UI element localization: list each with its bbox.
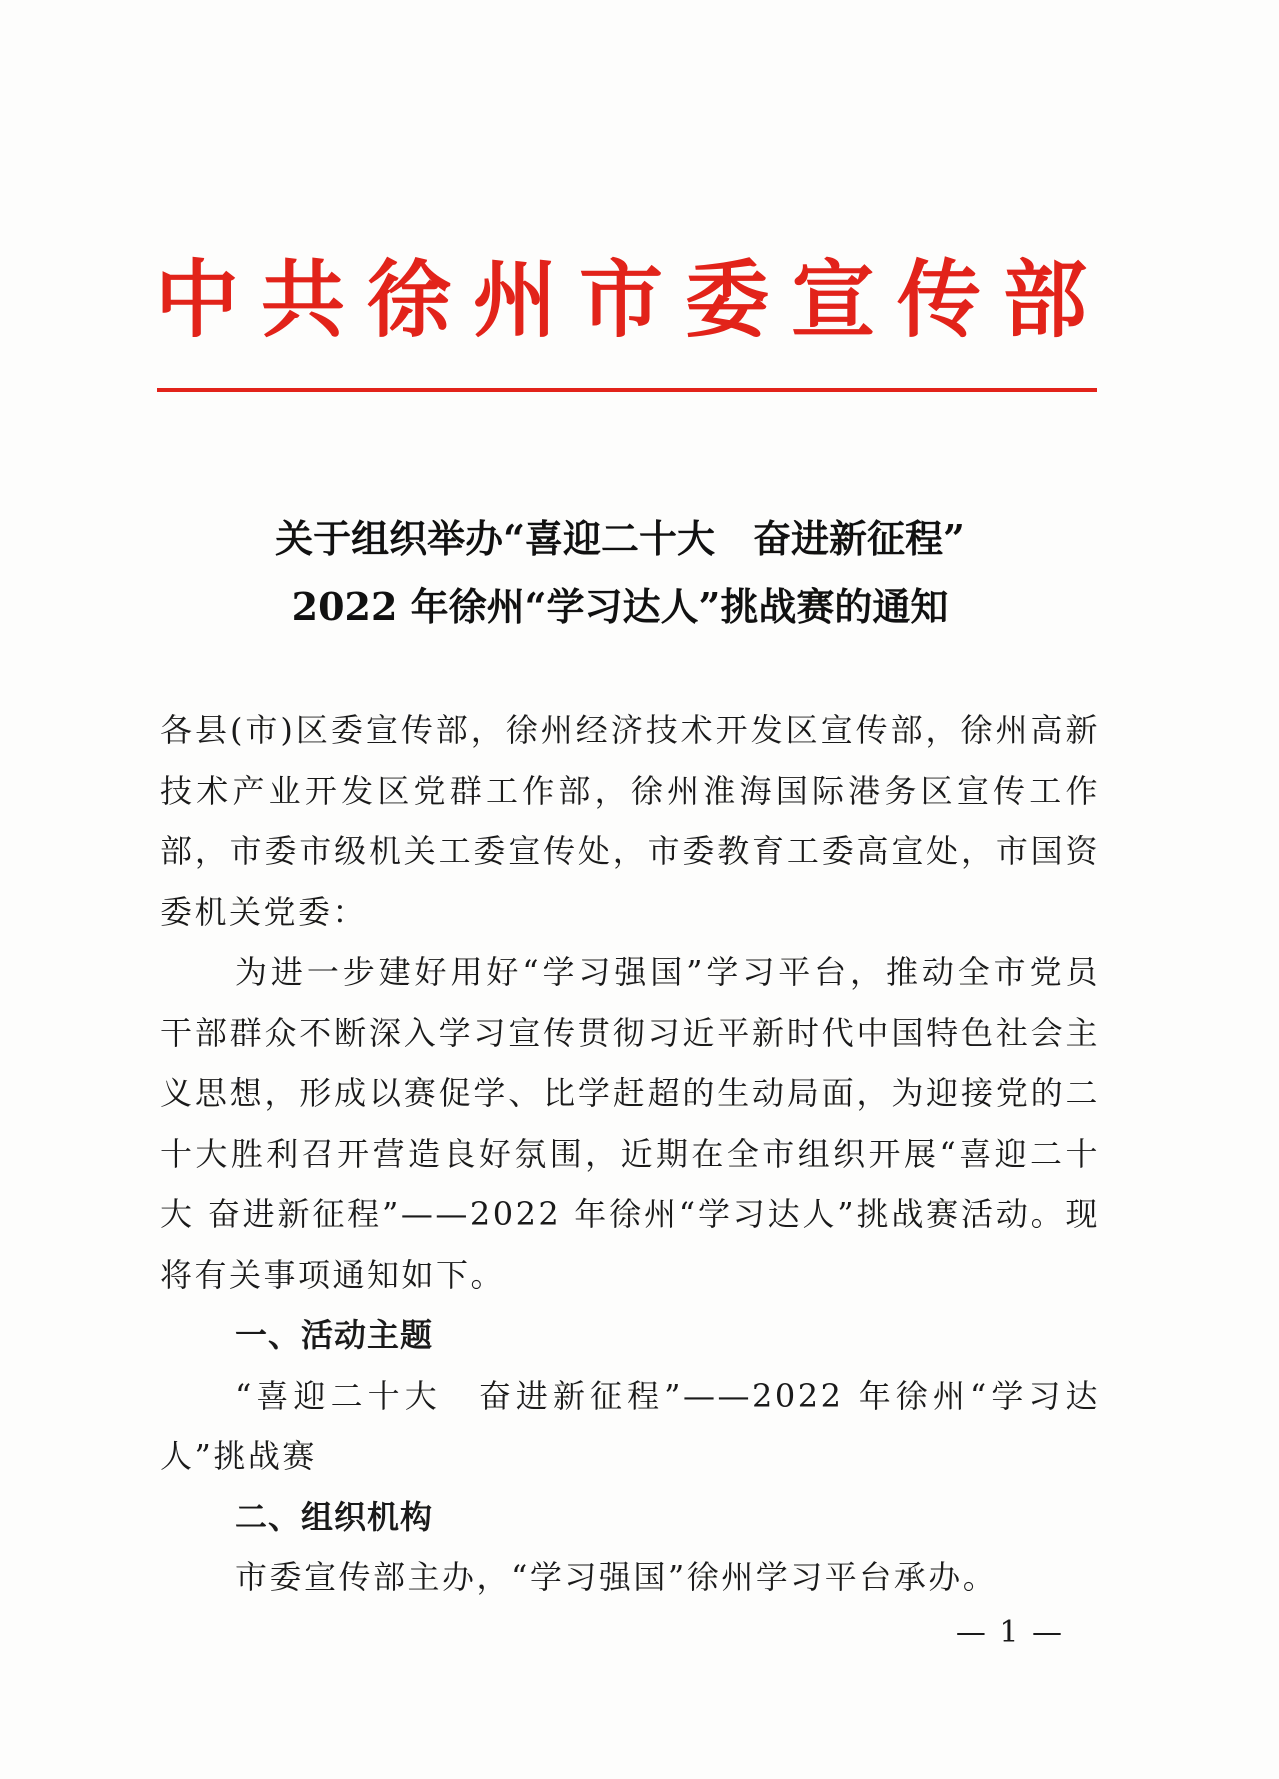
letterhead-red-rule xyxy=(157,388,1097,392)
document-body xyxy=(160,700,1100,1608)
section-heading-organization: 二、组织机构 xyxy=(235,1497,434,1536)
document-title xyxy=(140,505,1100,641)
intro-paragraph: 为进一步建好用好“学习强国”学习平台，推动全市党员干部群众不断深入学习宣传贯彻习近平新时代中国特色社会主义思想，形成以赛促学、比学赶超的生动局面，为迎接党的二十大胜利召开营造良好氛围，近期在全市组织开展“喜迎二十大 奋进新征程”——2022 年徐州“学习达人”挑战赛活动。现将有关事项通知如下。 xyxy=(160,953,1100,1294)
page-number: — 1 — xyxy=(955,1615,1064,1650)
section-heading-theme: 一、活动主题 xyxy=(235,1316,434,1354)
letterhead-organization: 中共徐州市委宣传部 xyxy=(155,250,1110,349)
section-text-organization: 市委宣传部主办，“学习强国”徐州学习平台承办。 xyxy=(235,1558,998,1596)
title-line-2: 2022 年徐州“学习达人”挑战赛的通知 xyxy=(291,584,949,629)
section-text-theme: “喜迎二十大 奋进新征程”——2022 年徐州“学习达人”挑战赛 xyxy=(160,1376,1100,1475)
addressee-paragraph: 各县(市)区委宣传部，徐州经济技术开发区宣传部，徐州高新技术产业开发区党群工作部，徐州淮海国际港务区宣传工作部，市委市级机关工委宣传处，市委教育工委高宣处，市国资委机关党委： xyxy=(160,711,1100,931)
title-line-1: 关于组织举办“喜迎二十大 奋进新征程” xyxy=(275,516,965,561)
